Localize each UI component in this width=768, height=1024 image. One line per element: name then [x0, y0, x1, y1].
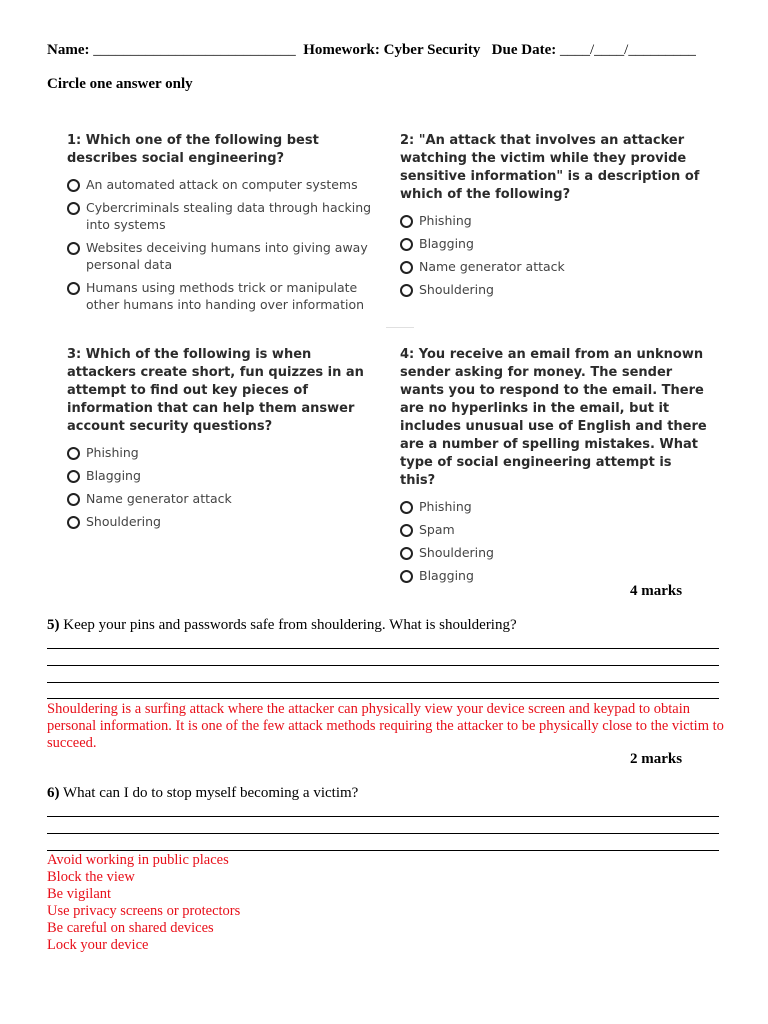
- radio-icon[interactable]: [400, 501, 413, 514]
- option[interactable]: Name generator attack: [400, 258, 710, 275]
- question-text: 3: Which of the following is when attackers create short, fun quizzes in an attempt to find out key pieces of information that can help them answer account security questions?: [67, 347, 364, 434]
- option[interactable]: Phishing: [400, 498, 710, 515]
- quiz-question-4: [400, 346, 710, 584]
- answer-line: [47, 833, 719, 834]
- option[interactable]: Phishing: [67, 444, 377, 461]
- divider: [386, 327, 414, 328]
- option[interactable]: An automated attack on computer systems: [67, 176, 377, 193]
- option[interactable]: Humans using methods trick or manipulate other humans into handing over information: [67, 279, 377, 313]
- answer-item: Be vigilant: [47, 886, 112, 902]
- answer-line: [47, 698, 719, 699]
- radio-icon[interactable]: [400, 284, 413, 297]
- option[interactable]: Name generator attack: [67, 490, 377, 507]
- instruction: Circle one answer only: [47, 76, 193, 92]
- answer-line: [47, 682, 719, 683]
- option[interactable]: Cybercriminals stealing data through hacking into systems: [67, 199, 377, 233]
- marks-q5: 2 marks: [630, 751, 683, 767]
- answer-item: Avoid working in public places: [47, 852, 229, 868]
- option[interactable]: Spam: [400, 521, 710, 538]
- option[interactable]: Shouldering: [400, 544, 710, 561]
- radio-icon[interactable]: [400, 238, 413, 251]
- radio-icon[interactable]: [67, 493, 80, 506]
- radio-icon[interactable]: [67, 282, 80, 295]
- worksheet-header: [47, 42, 696, 59]
- answer-item: Be careful on shared devices: [47, 920, 214, 936]
- question-text: Keep your pins and passwords safe from shouldering. What is shouldering?: [59, 617, 517, 633]
- answer-item: Use privacy screens or protectors: [47, 903, 241, 919]
- question-text: 1: Which one of the following best describes social engineering?: [67, 133, 319, 166]
- radio-icon[interactable]: [400, 261, 413, 274]
- radio-icon[interactable]: [67, 202, 80, 215]
- option[interactable]: Phishing: [400, 212, 710, 229]
- answer-line: [47, 665, 719, 666]
- marks-quiz: 4 marks: [630, 583, 683, 599]
- due-date-label: Due Date:: [491, 42, 557, 58]
- question-number: 6): [47, 785, 60, 801]
- answer-item: Lock your device: [47, 937, 149, 953]
- due-date-blank: ____/____/_________: [560, 42, 696, 58]
- option[interactable]: Blagging: [400, 235, 710, 252]
- quiz-question-2: [400, 132, 710, 298]
- option[interactable]: Blagging: [67, 467, 377, 484]
- question-text: What can I do to stop myself becoming a victim?: [59, 785, 359, 801]
- answer-item: Block the view: [47, 869, 135, 885]
- radio-icon[interactable]: [67, 447, 80, 460]
- question-text: 2: "An attack that involves an attacker watching the victim while they provide sensitive information" is a description of which of the following?: [400, 133, 700, 202]
- radio-icon[interactable]: [400, 215, 413, 228]
- radio-icon[interactable]: [400, 524, 413, 537]
- option[interactable]: Shouldering: [400, 281, 710, 298]
- quiz-question-1: [67, 132, 377, 313]
- answer-line: [47, 816, 719, 817]
- name-blank: ___________________________: [93, 42, 296, 58]
- answer-text-q5: Shouldering is a surfing attack where the attacker can physically view your device screen and keypad to obtain personal information. It is one of the few attack methods requiring the attacker to be physically close to the victim to succeed.: [47, 701, 724, 751]
- radio-icon[interactable]: [67, 179, 80, 192]
- option[interactable]: Websites deceiving humans into giving away personal data: [67, 239, 377, 273]
- radio-icon[interactable]: [67, 470, 80, 483]
- question-6: [47, 785, 358, 802]
- answer-line: [47, 850, 719, 851]
- answer-list-q6: [47, 852, 727, 954]
- radio-icon[interactable]: [67, 516, 80, 529]
- radio-icon[interactable]: [400, 547, 413, 560]
- answer-line: [47, 648, 719, 649]
- name-label: Name:: [47, 42, 90, 58]
- radio-icon[interactable]: [400, 570, 413, 583]
- quiz-question-3: [67, 346, 377, 530]
- option[interactable]: Blagging: [400, 567, 710, 584]
- worksheet-title: Homework: Cyber Security: [303, 42, 481, 58]
- question-number: 5): [47, 617, 60, 633]
- question-text: 4: You receive an email from an unknown sender asking for money. The sender wants you to respond to the email. There are no hyperlinks in the email, but it includes unusual use of English and there are a number of spelling mistakes. What type of social engineering attempt is this?: [400, 347, 707, 488]
- question-5: [47, 617, 517, 634]
- option[interactable]: Shouldering: [67, 513, 377, 530]
- radio-icon[interactable]: [67, 242, 80, 255]
